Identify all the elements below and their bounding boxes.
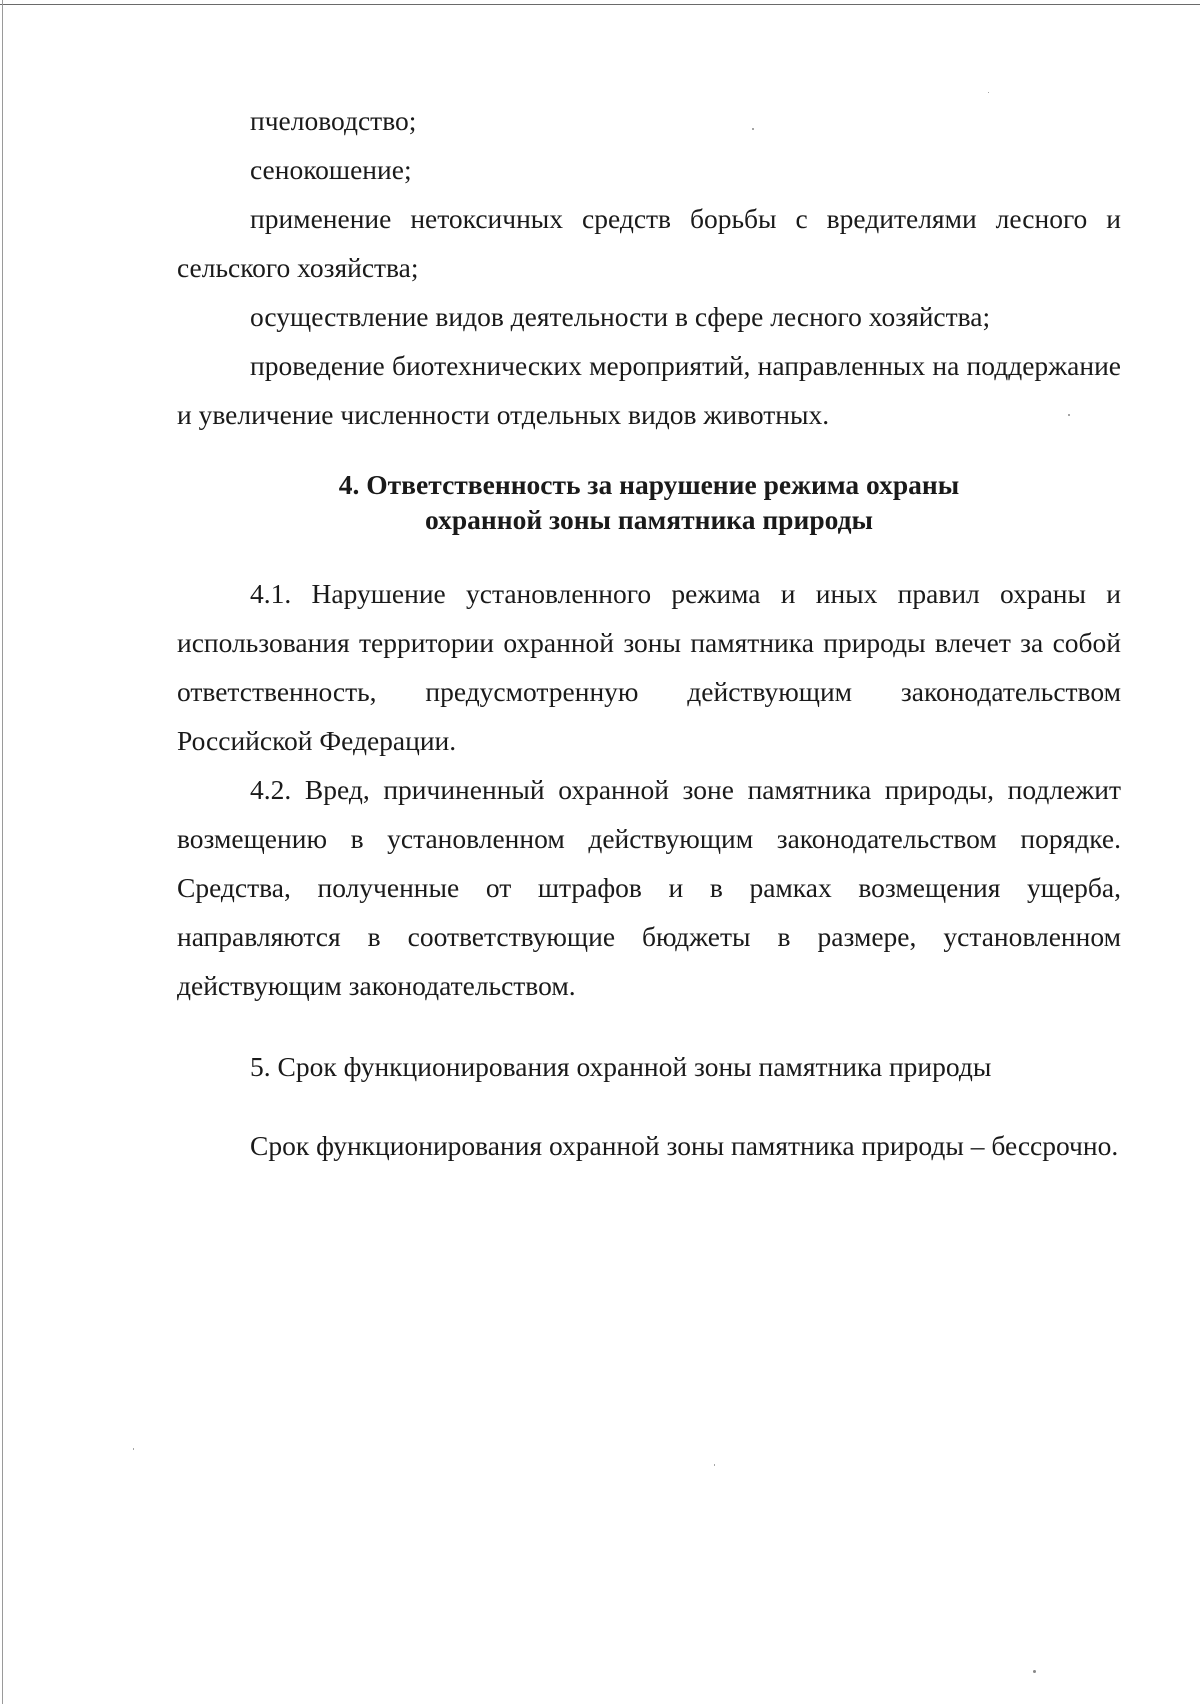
scan-left-edge (2, 0, 3, 1704)
scan-speck (133, 1448, 134, 1450)
section-4-paragraph-2: 4.2. Вред, причиненный охранной зоне памятника природы, подлежит возмещению в установленном действующим законодательством порядке. Средства, полученные от штрафов и в рамках возмещения ущерба, направляются в соответствующие бюджеты в размере, установленном действующим законодательством. (177, 774, 1121, 1001)
scan-speck (1033, 1670, 1036, 1673)
list-item-biotechnical: проведение биотехнических мероприятий, направленных на поддержание и увеличение численности отдельных видов животных. (177, 350, 1121, 430)
section-4-paragraph-1: 4.1. Нарушение установленного режима и иных правил охраны и использования территории охранной зоны памятника природы влечет за собой ответственность, предусмотренную действующим законодательством Российской Федерации. (177, 578, 1121, 756)
section-4-heading-line-2: охранной зоны памятника природы (425, 504, 873, 535)
scan-top-edge (0, 4, 1200, 5)
spacer (177, 537, 1121, 569)
scan-speck (988, 92, 989, 93)
list-item-forestry: осуществление видов деятельности в сфере лесного хозяйства; (250, 301, 991, 332)
list-item-haymaking: сенокошение; (250, 154, 412, 185)
section-5-paragraph-1: Срок функционирования охранной зоны памятника природы – бессрочно. (250, 1130, 1119, 1161)
section-5-heading-text: 5. Срок функционирования охранной зоны памятника природы (250, 1051, 992, 1082)
spacer (177, 1010, 1121, 1042)
section-4-heading (177, 467, 1121, 537)
list-item-beekeeping: пчеловодство; (250, 105, 417, 136)
document-page (177, 96, 1121, 1170)
section-4-heading-line-1: 4. Ответственность за нарушение режима охраны (338, 469, 960, 500)
spacer (177, 439, 1121, 467)
spacer (177, 1091, 1121, 1121)
section-5-heading (177, 1042, 1121, 1091)
scan-speck (714, 1464, 715, 1466)
list-item-pest-control: применение нетоксичных средств борьбы с вредителями лесного и сельского хозяйства; (177, 203, 1121, 283)
